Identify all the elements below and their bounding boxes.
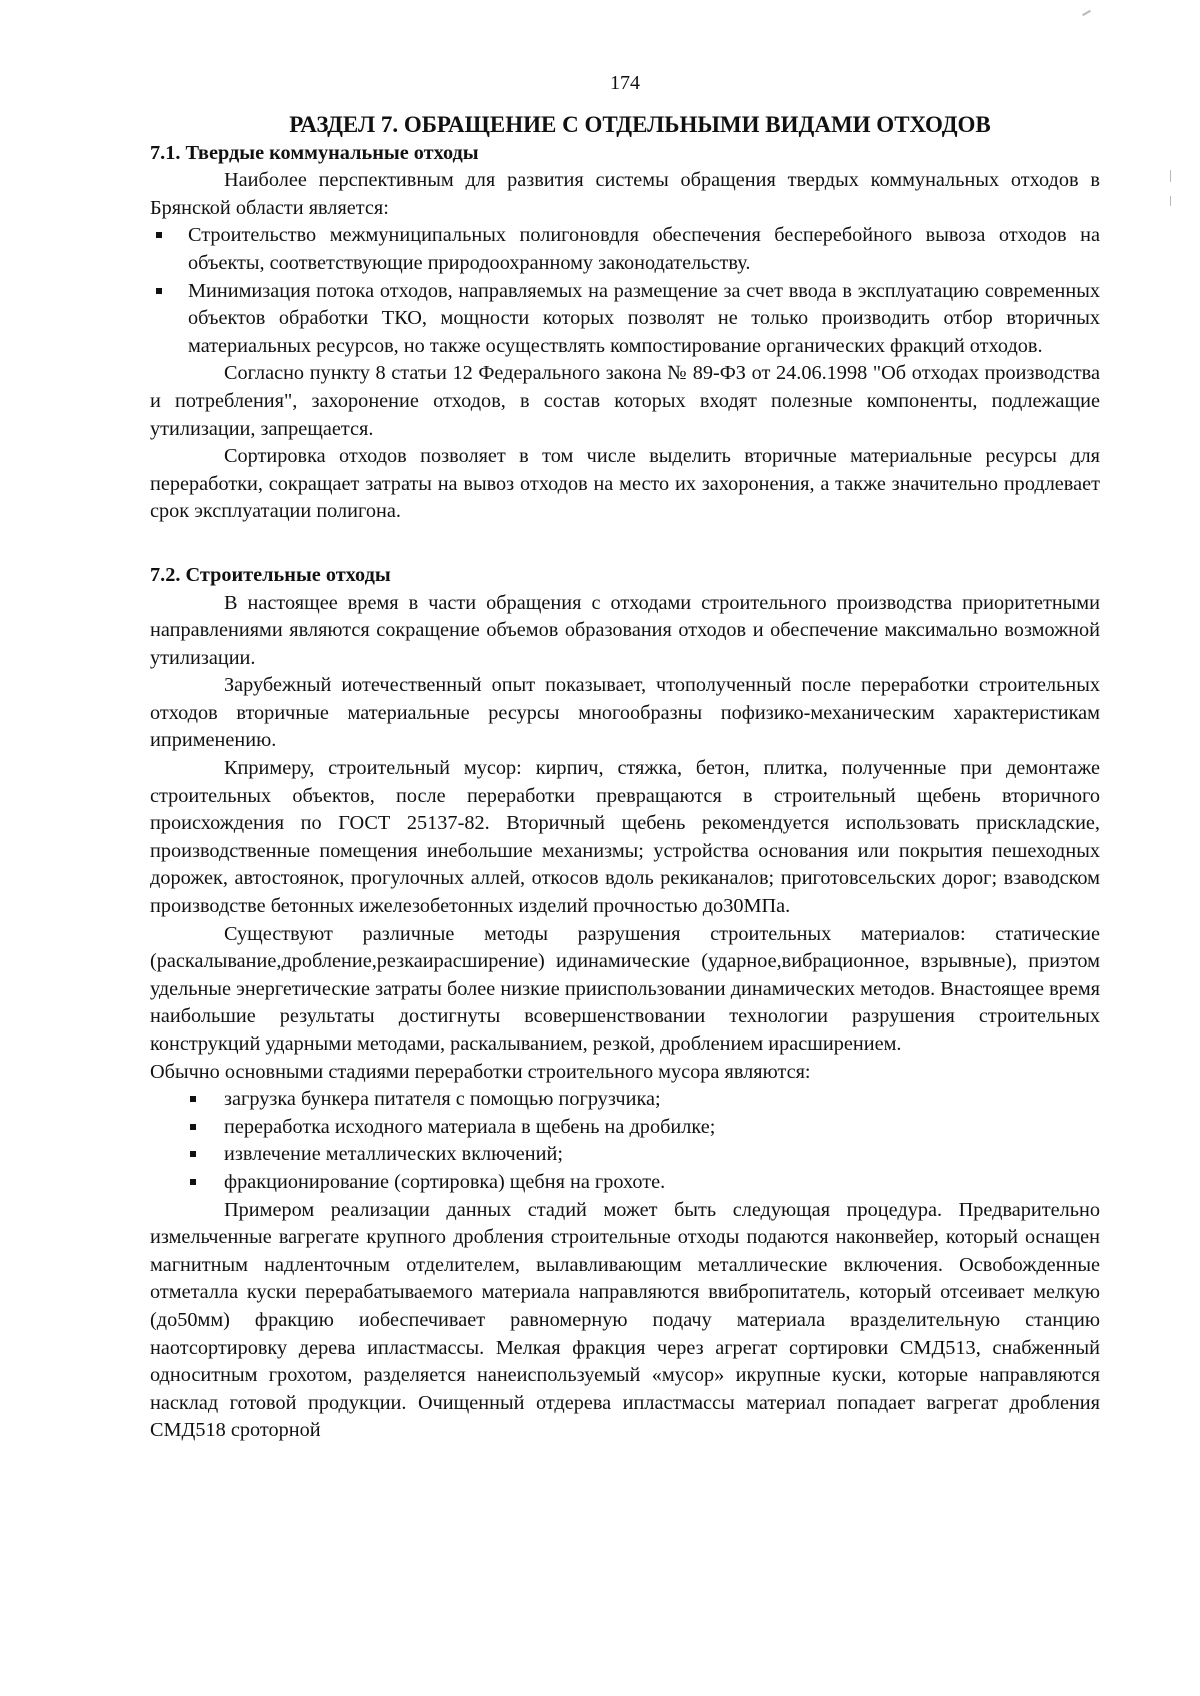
document-page [150, 70, 1100, 1445]
list-item: фракционирование (сортировка) щебня на грохоте. [150, 1169, 1100, 1197]
scan-mark [1170, 196, 1171, 206]
list-item: загрузка бункера питателя с помощью погрузчика; [150, 1086, 1100, 1114]
paragraph: Существуют различные методы разрушения строительных материалов: статические (раскалывание,дробление,резкаирасширение) идинамические (ударное,вибрационное, взрывные), приэтом удельные энергетические затраты более низкие прииспользовании динамических методов. Внастоящее время наибольшие результаты достигнуты всовершенствовании технологии разрушения строительных конструкций ударными методами, раскалыванием, резкой, дроблением ирасширением. [150, 922, 1100, 1055]
paragraph: Зарубежный иотечественный опыт показывает, чтополученный после переработки строительных отходов вторичные материальные ресурсы многообразны пофизико-механическим характеристикам иприменению. [150, 674, 1100, 752]
section-heading-7-2: 7.2. Строительные отходы [150, 563, 391, 586]
section-heading-7-1: 7.1. Твердые коммунальные отходы [150, 141, 479, 164]
chapter-title: РАЗДЕЛ 7. ОБРАЩЕНИЕ С ОТДЕЛЬНЫМИ ВИДАМИ ОТХОДОВ [289, 111, 991, 137]
list-item: Строительство межмуниципальных полигоновдля обеспечения бесперебойного вывоза отходов на объекты, соответствующие природоохранному законодательству. [150, 222, 1100, 277]
page-number: 174 [610, 72, 640, 94]
list-item: извлечение металлических включений; [150, 1141, 1100, 1169]
paragraph: Согласно пункту 8 статьи 12 Федерального закона № 89-ФЗ от 24.06.1998 "Об отходах производства и потребления", захоронение отходов, в состав которых входят полезные компоненты, подлежащие утилизации, запрещается. [150, 362, 1100, 440]
paragraph: Сортировка отходов позволяет в том числе выделить вторичные материальные ресурсы для переработки, сокращает затраты на вывоз отходов на место их захоронения, а также значительно продлевает срок эксплуатации полигона. [150, 445, 1100, 523]
paragraph: В настоящее время в части обращения с отходами строительного производства приоритетными направлениями являются сокращение объемов образования отходов и обеспечение максимально возможной утилизации. [150, 591, 1100, 669]
scan-mark [1170, 170, 1171, 182]
paragraph: Наиболее перспективным для развития системы обращения твердых коммунальных отходов в Брянской области является: [150, 169, 1100, 219]
bullet-list [150, 222, 1100, 360]
scan-mark [1082, 10, 1091, 16]
paragraph: Кпримеру, строительный мусор: кирпич, стяжка, бетон, плитка, полученные при демонтаже строительных объектов, после переработки превращаются в строительный щебень вторичного происхождения по ГОСТ 25137-82. Вторичный щебень рекомендуется использовать прискладские, производственные помещения инебольшие механизмы; устройства основания или покрытия пешеходных дорожек, автостоянок, прогулочных аллей, откосов вдоль рекиканалов; приготовсельских дорог; взаводском производстве бетонных ижелезобетонных изделий прочностью до30МПа. [150, 757, 1100, 918]
paragraph: Примером реализации данных стадий может быть следующая процедура. Предварительно измельченные вагрегате крупного дробления строительные отходы подаются наконвейер, который оснащен магнитным надленточным отделителем, вылавливающим металлические включения. Освобожденные отметалла куски перерабатываемого материала направляются ввибропитатель, который отсеивает мелкую (до50мм) фракцию иобеспечивает равномерную подачу материала вразделительную станцию наотсортировку дерева ипластмассы. Мелкая фракция через агрегат сортировки СМД513, снабженный односитным грохотом, разделяется нанеиспользуемый «мусор» икрупные куски, которые направляются насклад готовой продукции. Очищенный отдерева ипластмассы материал попадает вагрегат дробления СМД518 сроторной [150, 1198, 1100, 1442]
paragraph: Обычно основными стадиями переработки строительного мусора являются: [150, 1060, 811, 1083]
list-item: переработка исходного материала в щебень на дробилке; [150, 1114, 1100, 1142]
list-item: Минимизация потока отходов, направляемых на размещение за счет ввода в эксплуатацию современных объектов обработки ТКО, мощности которых позволят не только производить отбор вторичных материальных ресурсов, но также осуществлять компостирование органических фракций отходов. [150, 278, 1100, 361]
stages-list [150, 1086, 1100, 1196]
